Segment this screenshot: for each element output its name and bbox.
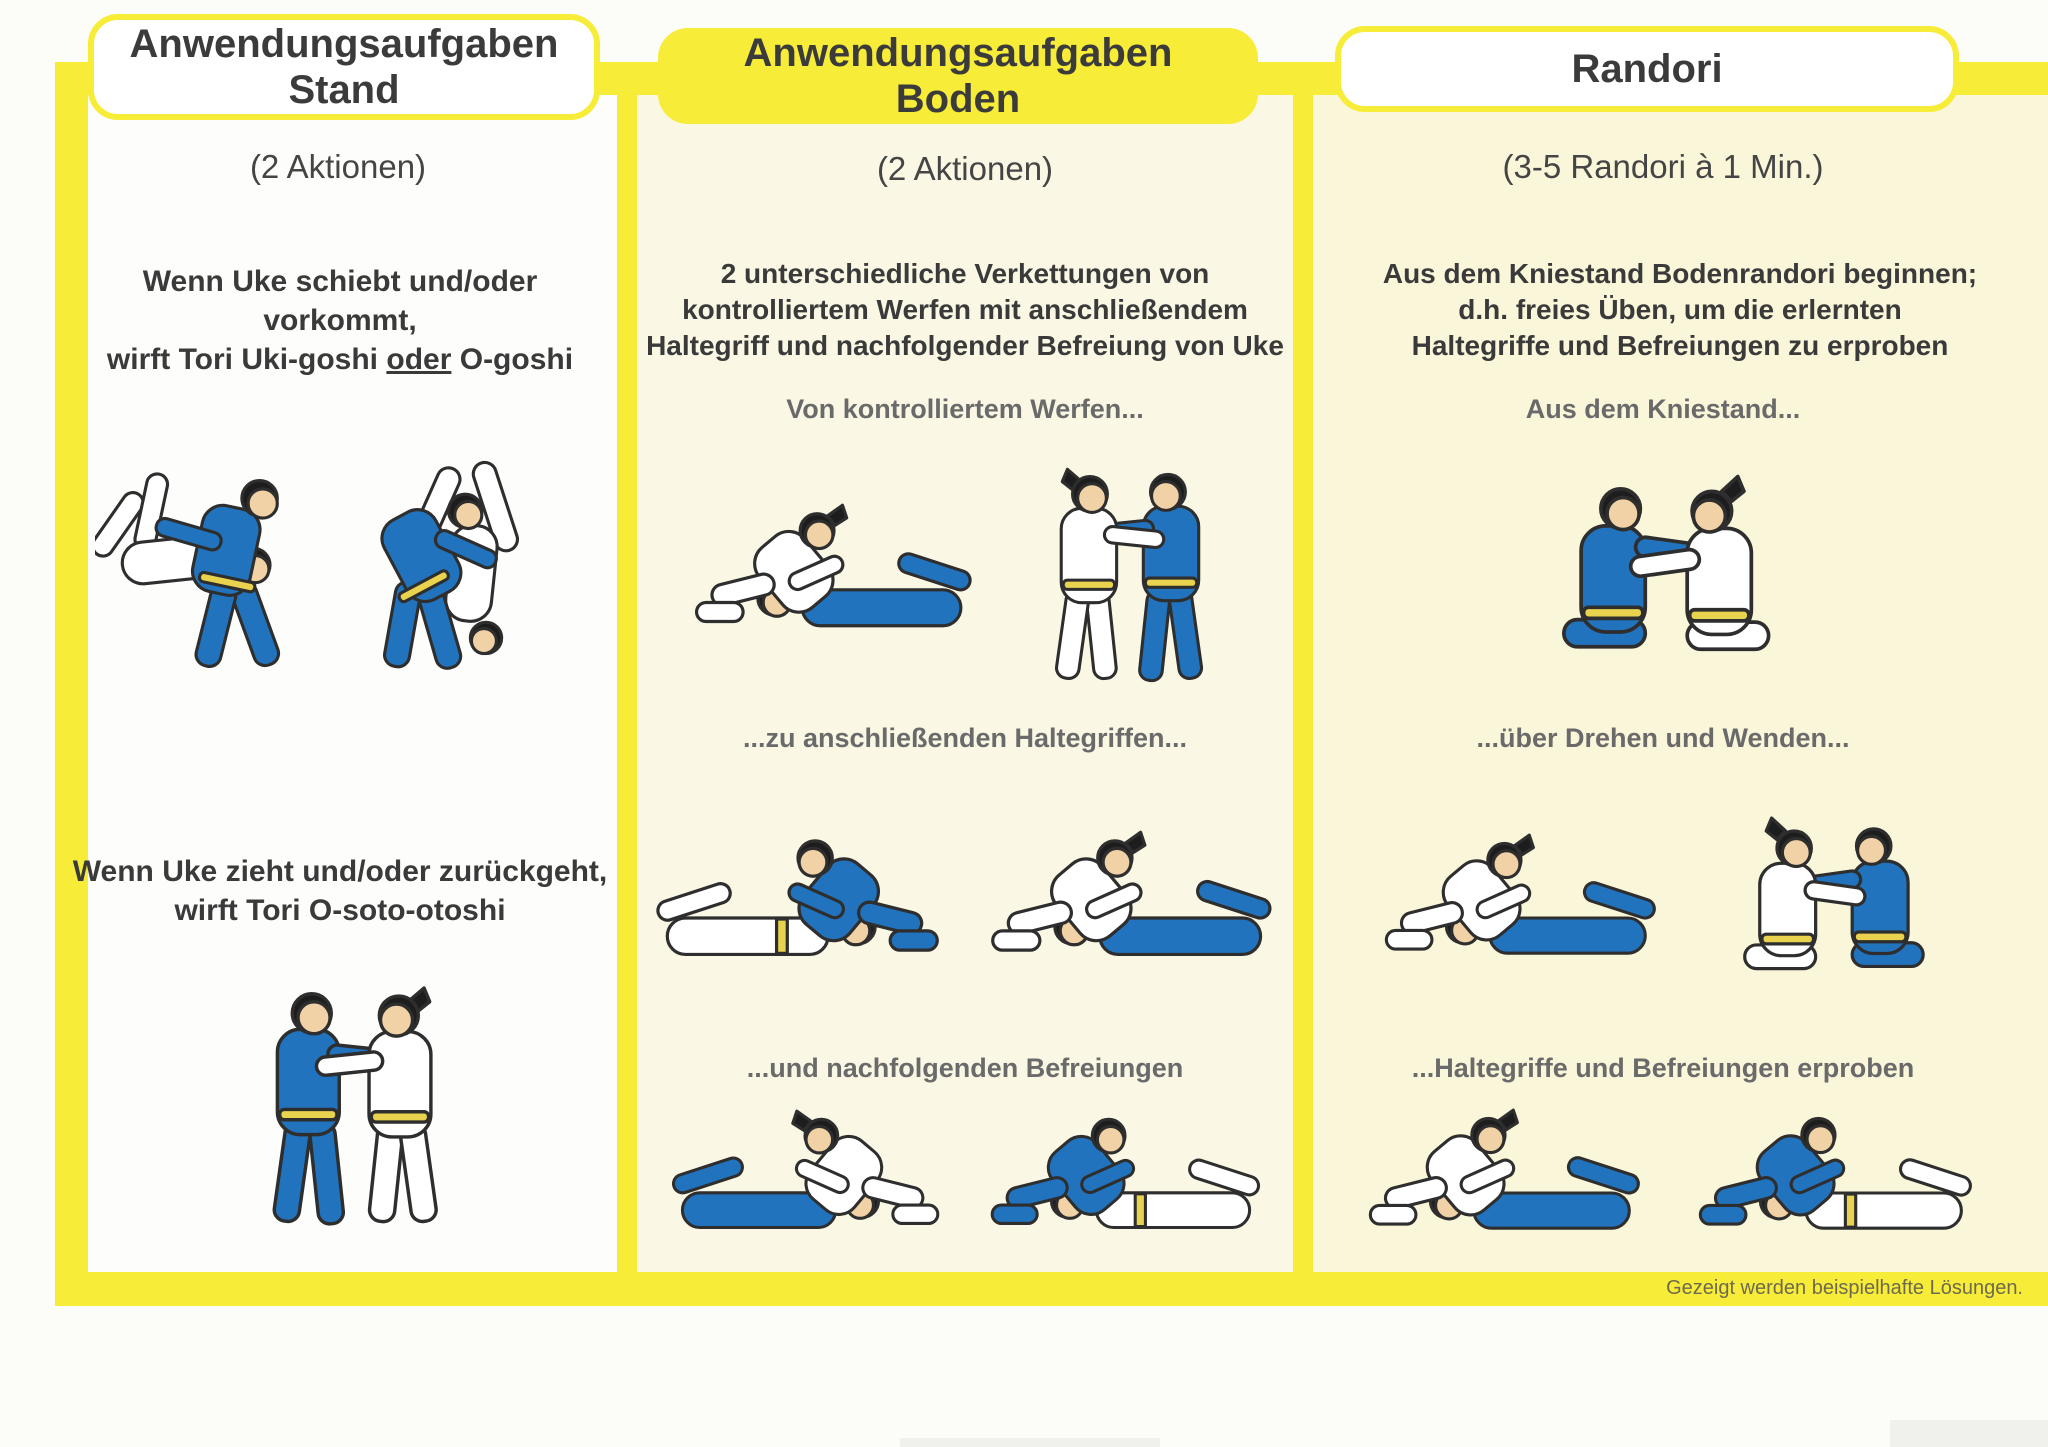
illustration-hold-escape-2 [1690,1106,1980,1251]
caption-randori-1: Aus dem Kniestand... [1525,394,1801,424]
illustration-row-stand-1 [95,392,611,740]
subtitle-stand: (2 Aktionen) [249,148,427,185]
underlined-oder: oder [386,343,452,376]
illustration-escape-2 [982,1107,1268,1250]
header-stand-line2: Stand [288,68,400,112]
illustration-hold-down-kesa [648,828,948,978]
task-stand-1-line2: wirft Tori Uki-goshi oder O-goshi [106,343,574,376]
header-randori-title: Randori [1571,47,1723,91]
header-randori [1335,26,1959,112]
caption-boden-3: ...und nachfolgenden Befreiungen [746,1053,1184,1083]
column-separator-1 [617,95,637,1272]
task-stand-2-line1: Wenn Uke zieht und/oder zurückgeht, [72,855,608,888]
illustration-hold-escape-1 [1360,1106,1650,1251]
illustration-hold-down-side [982,828,1282,978]
illustration-row-boden-2 [645,768,1285,1038]
illustration-kneeling-grip [1706,800,1964,1006]
illustration-row-randori-2 [1330,768,2010,1038]
header-boden-line1: Anwendungsaufgaben [743,31,1173,75]
header-boden-line2: Boden [895,77,1021,121]
column-separator-2 [1293,95,1313,1272]
footnote: Gezeigt werden beispielhafte Lösungen. [1666,1277,2023,1299]
illustration-row-boden-1 [650,436,1280,714]
illustration-row-randori-1 [1340,436,1990,712]
illustration-escape-1 [662,1107,948,1250]
task-stand-1 [62,262,618,379]
illustration-o-soto-otoshi-pair [227,974,479,1238]
illustration-kneeling-start [1517,456,1813,692]
subtitle-randori: (3-5 Randori à 1 Min.) [1502,148,1824,185]
task-stand-1-line1: Wenn Uke schiebt und/oder vorkommt, [142,265,538,337]
scan-artifact [1890,1420,2048,1447]
caption-randori-2: ...über Drehen und Wenden... [1476,723,1850,753]
caption-boden-2: ...zu anschließenden Haltegriffen... [742,723,1188,753]
illustration-uki-goshi-throw [95,455,345,677]
frame-left-band [55,62,88,1306]
illustration-standing-control [1018,457,1244,693]
illustration-row-randori-3 [1330,1092,2010,1264]
intro-boden: 2 unterschiedliche Verkettungen von kontrolliertem Werfen mit anschließendem Haltegriff und nachfolgender Befreiung von Uke [646,258,1284,361]
illustration-ground-control [686,501,982,649]
illustration-o-goshi-throw [361,450,611,682]
header-stand [88,14,600,120]
illustration-row-boden-3 [645,1092,1285,1264]
scan-artifact [900,1438,1160,1447]
subtitle-boden: (2 Aktionen) [876,150,1054,187]
caption-boden-1: Von kontrolliertem Werfen... [786,394,1144,424]
task-stand-2-line2: wirft Tori O-soto-otoshi [174,894,506,927]
header-boden [658,28,1258,124]
illustration-turning-entry [1376,831,1666,976]
illustration-row-stand-2 [95,950,611,1262]
caption-randori-3: ...Haltegriffe und Befreiungen erproben [1411,1053,1915,1083]
header-stand-line1: Anwendungsaufgaben [129,22,559,66]
intro-randori: Aus dem Kniestand Bodenrandori beginnen; d.h. freies Üben, um die erlernten Haltegriffe und Befreiungen zu erproben [1382,258,1978,361]
task-stand-2 [62,852,618,930]
